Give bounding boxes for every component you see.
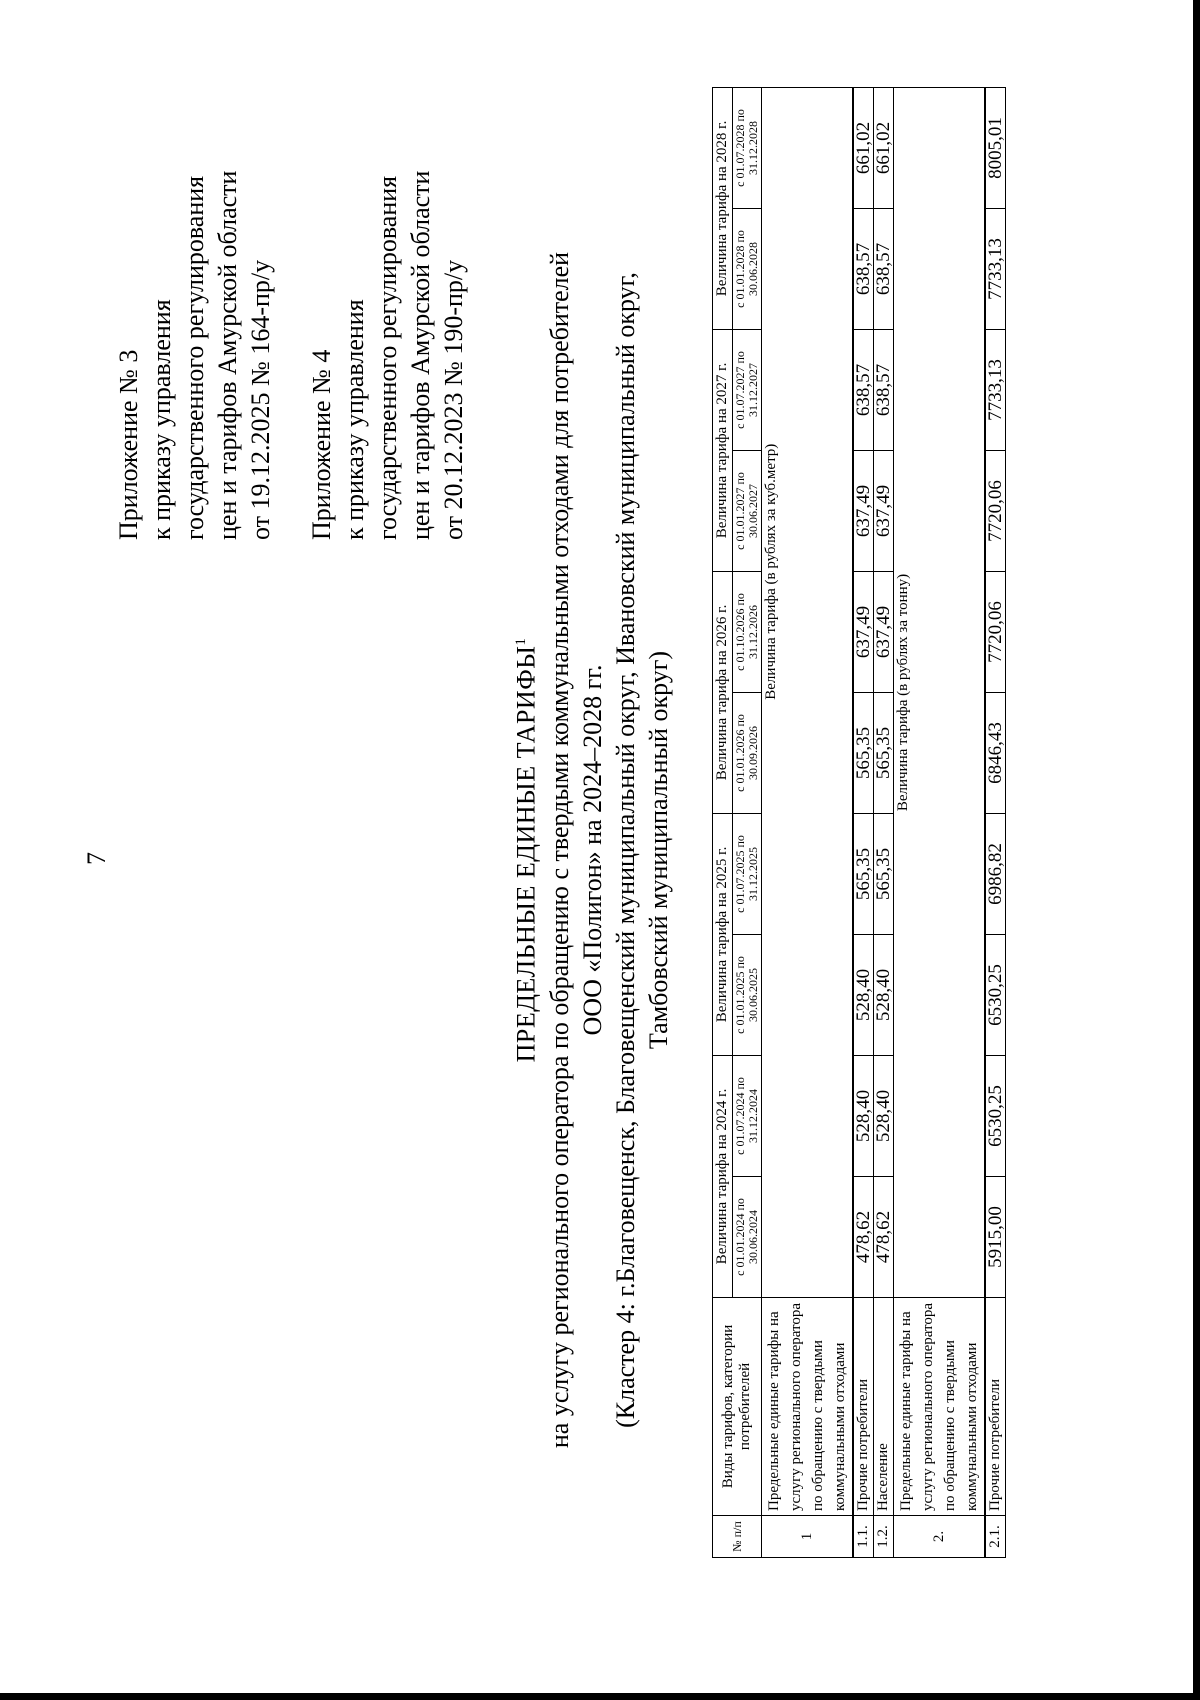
title-line: на услугу регионального оператора по обращению с твердыми коммунальными отходами для потребителей <box>544 251 574 1449</box>
tariff-value: 638,57 <box>853 329 874 450</box>
header-period: с 01.01.2026 по 30.09.2026 <box>733 692 762 813</box>
title-main-text: ПРЕДЕЛЬНЫЕ ЕДИНЫЕ ТАРИФЫ <box>511 645 541 1063</box>
section-description: Предельные единые тарифы на услугу регионального оператора по обращению с твердыми коммунальными отходами <box>894 1298 986 1516</box>
tariff-value: 7720,06 <box>985 450 1006 571</box>
tariff-value: 565,35 <box>874 813 894 934</box>
tariff-value: 565,35 <box>874 692 894 813</box>
tariff-table <box>712 87 1006 1558</box>
appendix-3-line: государственного регулирования <box>180 175 209 540</box>
title-line: Тамбовский муниципальный округ) <box>643 650 673 1050</box>
tariff-value: 565,35 <box>853 813 874 934</box>
tariff-value: 637,49 <box>874 571 894 692</box>
tariff-value: 6530,25 <box>985 934 1006 1055</box>
header-period: с 01.07.2024 по 31.12.2024 <box>733 1055 762 1176</box>
tariff-value: 7733,13 <box>985 208 1006 329</box>
tariff-value: 638,57 <box>853 208 874 329</box>
appendix-4-line: цен и тарифов Амурской области <box>406 170 435 540</box>
row-category: Население <box>874 1298 894 1516</box>
tariff-value: 661,02 <box>853 87 874 208</box>
header-period: с 01.01.2025 по 30.06.2025 <box>733 934 762 1055</box>
tariff-value: 7720,06 <box>985 571 1006 692</box>
tariff-value: 637,49 <box>853 450 874 571</box>
table-row <box>874 87 894 1557</box>
document-title <box>505 80 675 1620</box>
tariff-value: 6530,25 <box>985 1055 1006 1176</box>
appendix-3-line: от 19.12.2025 № 164-пр/у <box>246 259 275 540</box>
tariff-value: 565,35 <box>853 692 874 813</box>
tariff-value: 7733,13 <box>985 329 1006 450</box>
header-period: с 01.01.2027 по 30.06.2027 <box>733 450 762 571</box>
section-description: Предельные единые тарифы на услугу регионального оператора по обращению с твердыми коммунальными отходами <box>762 1298 854 1516</box>
table-row <box>985 87 1006 1557</box>
title-line: (Кластер 4: г.Благовещенск, Благовещенский муниципальный округ, Ивановский муниципальный округ, <box>610 272 640 1428</box>
appendix-4-line: Приложение № 4 <box>307 349 336 540</box>
title-main <box>505 80 543 1620</box>
row-number: 1.1. <box>853 1516 874 1558</box>
header-period: с 01.07.2027 по 31.12.2027 <box>733 329 762 450</box>
header-type: Виды тарифов, категории потребителей <box>713 1298 762 1516</box>
table-header-row <box>713 87 733 1557</box>
page-number: 7 <box>82 852 111 865</box>
tariff-value: 6986,82 <box>985 813 1006 934</box>
table-row <box>853 87 874 1557</box>
tariff-value: 637,49 <box>874 450 894 571</box>
appendix-3-line: к приказу управления <box>147 299 176 540</box>
appendix-4-line: к приказу управления <box>340 299 369 540</box>
appendix-4-line: государственного регулирования <box>373 175 402 540</box>
tariff-value: 661,02 <box>874 87 894 208</box>
tariff-value: 637,49 <box>853 571 874 692</box>
appendix-3-line: цен и тарифов Амурской области <box>213 170 242 540</box>
title-footnote-mark: 1 <box>513 637 529 646</box>
header-period: с 01.10.2026 по 31.12.2026 <box>733 571 762 692</box>
tariff-value: 5915,00 <box>985 1177 1006 1298</box>
row-number: 1.2. <box>874 1516 894 1558</box>
header-year: Величина тарифа на 2028 г. <box>713 87 733 329</box>
header-year: Величина тарифа на 2027 г. <box>713 329 733 571</box>
section-number: 1 <box>762 1516 854 1558</box>
header-period: с 01.01.2028 по 30.06.2028 <box>733 208 762 329</box>
header-period: с 01.07.2028 по 31.12.2028 <box>733 87 762 208</box>
tariff-value: 638,57 <box>874 208 894 329</box>
tariff-value: 8005,01 <box>985 87 1006 208</box>
title-line: ООО «Полигон» на 2024–2028 гг. <box>577 664 607 1036</box>
section-unit-label: Величина тарифа (в рублях за куб.метр) <box>762 87 854 1055</box>
appendix-4-line: от 20.12.2023 № 190-пр/у <box>439 259 468 540</box>
row-number: 2.1. <box>985 1516 1006 1558</box>
header-year: Величина тарифа на 2024 г. <box>713 1055 733 1297</box>
section-number: 2. <box>894 1516 986 1558</box>
row-category: Прочие потребители <box>985 1298 1006 1516</box>
row-category: Прочие потребители <box>853 1298 874 1516</box>
section-unit-label: Величина тарифа (в рублях за тонну) <box>894 87 986 1297</box>
appendix-3-block <box>112 171 277 540</box>
header-period: с 01.01.2024 по 30.06.2024 <box>733 1177 762 1298</box>
appendix-4-block <box>305 171 470 540</box>
section-1-header-row <box>762 87 854 1557</box>
tariff-value: 6846,43 <box>985 692 1006 813</box>
tariff-value: 528,40 <box>853 1055 874 1176</box>
header-period: с 01.07.2025 по 31.12.2025 <box>733 813 762 934</box>
section-2-header-row <box>894 87 986 1557</box>
tariff-value: 478,62 <box>874 1177 894 1298</box>
tariff-value: 528,40 <box>874 1055 894 1176</box>
tariff-value: 638,57 <box>874 329 894 450</box>
header-year: Величина тарифа на 2025 г. <box>713 813 733 1055</box>
header-no: № п/п <box>713 1516 762 1558</box>
tariff-value: 528,40 <box>853 934 874 1055</box>
appendix-3-line: Приложение № 3 <box>114 349 143 540</box>
tariff-value: 478,62 <box>853 1177 874 1298</box>
tariff-value: 528,40 <box>874 934 894 1055</box>
header-year: Величина тарифа на 2026 г. <box>713 571 733 813</box>
